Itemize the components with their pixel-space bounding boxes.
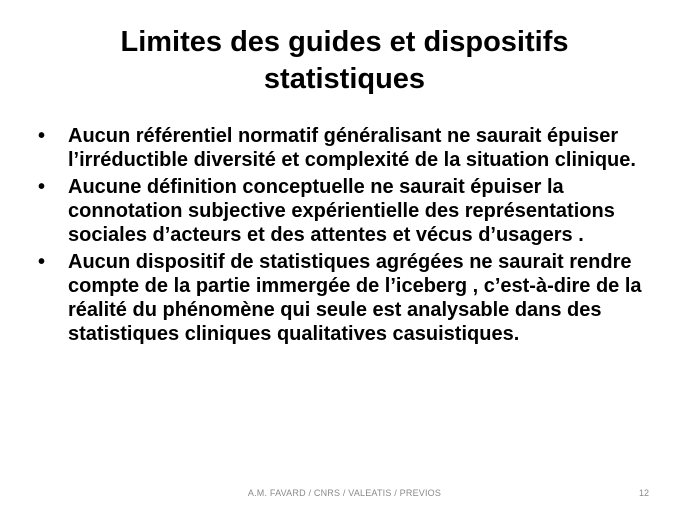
slide-title-line-2: statistiques [263, 63, 426, 95]
bullet-text-3: Aucun dispositif de statistiques agrégées ne saurait rendre compte de la partie immergée de l’iceberg , c’est-à-dire de la réalité du phénomène qui seule est analysable dans des statistiques cliniques qualitatives casuistiques. [68, 251, 642, 345]
bullet-item-2 [36, 175, 646, 247]
bullet-item-1 [36, 124, 646, 172]
slide-title [20, 24, 669, 98]
bullet-icon: • [38, 251, 46, 273]
bullet-icon: • [38, 125, 46, 147]
page-number: 12 [638, 488, 649, 498]
bullet-item-3 [36, 250, 646, 346]
bullet-text-1: Aucun référentiel normatif généralisant ne saurait épuiser l’irréductible diversité et complexité de la situation clinique. [68, 125, 636, 171]
bullet-text-2: Aucune définition conceptuelle ne saurait épuiser la connotation subjective expérientielle des représentations sociales d’acteurs et des attentes et vécus d’usagers . [68, 176, 615, 246]
bullet-list [36, 124, 646, 349]
footer-credit: A.M. FAVARD / CNRS / VALEATIS / PREVIOS [247, 488, 442, 498]
slide-title-line-1: Limites des guides et dispositifs [120, 26, 569, 58]
bullet-icon: • [38, 176, 46, 198]
